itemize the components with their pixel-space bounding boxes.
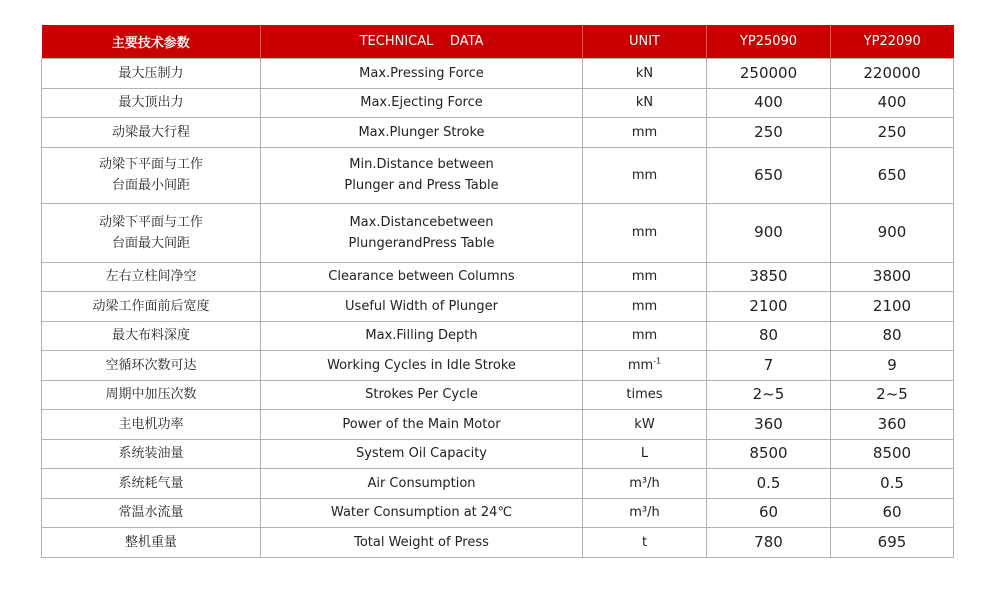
param-cn: 周期中加压次数: [42, 380, 261, 410]
param-cn: 系统耗气量: [42, 469, 261, 499]
param-en: Min.Distance between Plunger and Press Table: [261, 147, 583, 203]
table-row: [42, 321, 954, 351]
value-model-b: 360: [831, 410, 954, 440]
unit-cell: mm: [583, 203, 707, 262]
value-model-b: 400: [831, 88, 954, 118]
param-en: Air Consumption: [261, 469, 583, 499]
value-model-a: 80: [707, 321, 831, 351]
value-model-b: 8500: [831, 439, 954, 469]
table-row: [42, 351, 954, 381]
header-cn-parameters: 主要技术参数: [42, 25, 261, 59]
param-cn: 整机重量: [42, 528, 261, 558]
header-unit: UNIT: [583, 25, 707, 59]
value-model-a: 2~5: [707, 380, 831, 410]
unit-cell: m³/h: [583, 498, 707, 528]
value-model-a: 60: [707, 498, 831, 528]
value-model-a: 780: [707, 528, 831, 558]
value-model-b: 250: [831, 118, 954, 148]
param-cn: 最大布料深度: [42, 321, 261, 351]
value-model-a: 0.5: [707, 469, 831, 499]
param-cn: 左右立柱间净空: [42, 262, 261, 292]
value-model-b: 80: [831, 321, 954, 351]
unit-exponent: -1: [653, 356, 662, 366]
param-cn: 最大压制力: [42, 59, 261, 89]
table-row: [42, 147, 954, 203]
param-en: Max.Pressing Force: [261, 59, 583, 89]
value-model-b: 3800: [831, 262, 954, 292]
unit-cell: mm: [583, 262, 707, 292]
param-en: Max.Filling Depth: [261, 321, 583, 351]
value-model-a: 400: [707, 88, 831, 118]
unit-cell: L: [583, 439, 707, 469]
unit-base: mm: [627, 357, 654, 373]
table-row: [42, 118, 954, 148]
param-en: Working Cycles in Idle Stroke: [261, 351, 583, 381]
param-en: Max.Distancebetween PlungerandPress Table: [261, 203, 583, 262]
unit-cell: kW: [583, 410, 707, 440]
value-model-a: 2100: [707, 292, 831, 322]
value-model-a: 7: [707, 351, 831, 381]
value-model-b: 220000: [831, 59, 954, 89]
header-model-b: YP22090: [831, 25, 954, 59]
unit-cell: times: [583, 380, 707, 410]
header-technical-data: TECHNICAL DATA: [261, 25, 583, 59]
header-model-a: YP25090: [707, 25, 831, 59]
table-row: [42, 292, 954, 322]
param-en: Power of the Main Motor: [261, 410, 583, 440]
value-model-b: 650: [831, 147, 954, 203]
table-row: [42, 380, 954, 410]
value-model-b: 60: [831, 498, 954, 528]
value-model-a: 3850: [707, 262, 831, 292]
value-model-b: 900: [831, 203, 954, 262]
value-model-a: 650: [707, 147, 831, 203]
param-en: Water Consumption at 24℃: [261, 498, 583, 528]
unit-cell: mm: [583, 321, 707, 351]
param-cn: 空循环次数可达: [42, 351, 261, 381]
value-model-b: 0.5: [831, 469, 954, 499]
param-cn: 主电机功率: [42, 410, 261, 440]
unit-cell: kN: [583, 88, 707, 118]
table-row: [42, 498, 954, 528]
param-cn: 常温水流量: [42, 498, 261, 528]
table-row: [42, 203, 954, 262]
param-cn: 动梁工作面前后宽度: [42, 292, 261, 322]
param-en: System Oil Capacity: [261, 439, 583, 469]
param-cn: 动梁下平面与工作 台面最大间距: [42, 203, 261, 262]
value-model-b: 9: [831, 351, 954, 381]
value-model-b: 695: [831, 528, 954, 558]
value-model-a: 8500: [707, 439, 831, 469]
value-model-a: 250: [707, 118, 831, 148]
unit-cell: m³/h: [583, 469, 707, 499]
value-model-a: 900: [707, 203, 831, 262]
value-model-b: 2~5: [831, 380, 954, 410]
param-cn: 系统装油量: [42, 439, 261, 469]
technical-data-table: [41, 25, 954, 558]
param-en: Max.Ejecting Force: [261, 88, 583, 118]
param-en: Clearance between Columns: [261, 262, 583, 292]
value-model-b: 2100: [831, 292, 954, 322]
value-model-a: 250000: [707, 59, 831, 89]
table-row: [42, 88, 954, 118]
unit-cell: mm: [583, 147, 707, 203]
unit-cell: t: [583, 528, 707, 558]
table-row: [42, 59, 954, 89]
table-row: [42, 439, 954, 469]
table-row: [42, 528, 954, 558]
param-cn: 动梁最大行程: [42, 118, 261, 148]
table-row: [42, 469, 954, 499]
param-en: Max.Plunger Stroke: [261, 118, 583, 148]
param-en: Useful Width of Plunger: [261, 292, 583, 322]
param-en: Total Weight of Press: [261, 528, 583, 558]
header-row: [42, 25, 954, 59]
param-cn: 动梁下平面与工作 台面最小间距: [42, 147, 261, 203]
param-en: Strokes Per Cycle: [261, 380, 583, 410]
unit-cell: mm: [583, 118, 707, 148]
unit-cell: [583, 351, 707, 381]
param-cn: 最大顶出力: [42, 88, 261, 118]
table-row: [42, 262, 954, 292]
table-row: [42, 410, 954, 440]
unit-cell: kN: [583, 59, 707, 89]
value-model-a: 360: [707, 410, 831, 440]
unit-cell: mm: [583, 292, 707, 322]
